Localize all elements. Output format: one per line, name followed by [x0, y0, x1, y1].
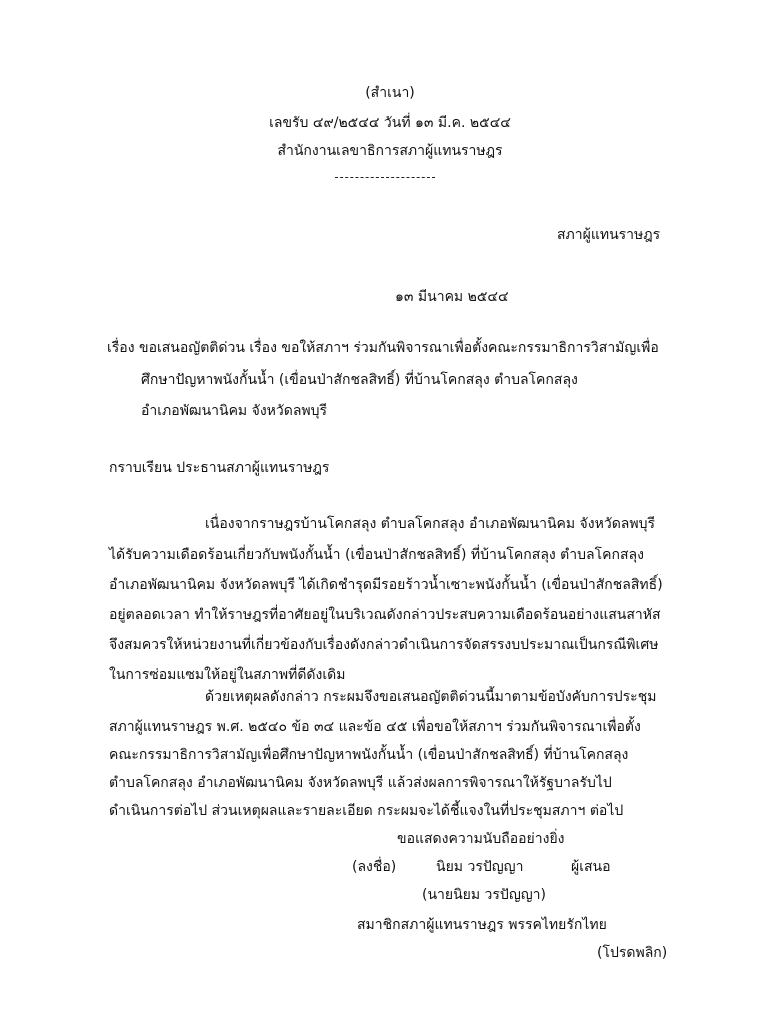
addressee-org: สภาผู้แทนราษฎร	[557, 227, 661, 243]
paragraph2-line: สภาผู้แทนราษฎร พ.ศ. ๒๕๔๐ ข้อ ๓๔ และข้อ ๔๕ เพื่อขอให้สภาฯ ร่วมกันพิจารณาเพื่อตั้ง	[109, 719, 641, 735]
subject-line-1: เรื่อง ขอเสนอญัตติด่วน เรื่อง ขอให้สภาฯ ร่วมกันพิจารณาเพื่อตั้งคณะกรรมาธิการวิสามัญเพื่อ	[107, 340, 659, 356]
header-divider	[335, 177, 435, 178]
paragraph2-line: ด้วยเหตุผลดังกล่าว กระผมจึงขอเสนอญัตติด่วนนี้มาตามข้อบังคับการประชุม	[205, 689, 657, 705]
signer-name: นิยม วรปัญญา	[436, 859, 524, 875]
receipt-line: เลขรับ ๔๙/๒๕๔๔ วันที่ ๑๓ มี.ค. ๒๕๔๔	[269, 115, 511, 131]
paragraph2-line: คณะกรรมาธิการวิสามัญเพื่อศึกษาปัญหาพนังกั้นน้ำ (เขื่อนป่าสักชลสิทธิ์) ที่บ้านโคกสลุง	[109, 747, 629, 763]
office-name: สำนักงานเลขาธิการสภาผู้แทนราษฎร	[277, 143, 503, 159]
subject-line-3: อำเภอพัฒนานิคม จังหวัดลพบุรี	[141, 403, 328, 419]
paragraph1-line: เนื่องจากราษฎรบ้านโคกสลุง ตำบลโคกสลุง อำเภอพัฒนานิคม จังหวัดลพบุรี	[205, 516, 655, 532]
paragraph1-line: อำเภอพัฒนานิคม จังหวัดลพบุรี ได้เกิดชำรุดมีรอยร้าวน้ำเซาะพนังกั้นน้ำ (เขื่อนป่าสักชลสิทธิ์)	[109, 577, 663, 593]
paragraph1-line: ในการซ่อมแซมให้อยู่ในสภาพที่ดีดังเดิม	[109, 667, 346, 683]
signer-position: สมาชิกสภาผู้แทนราษฎร พรรคไทยรักไทย	[357, 917, 607, 933]
paragraph2-line: ตำบลโคกสลุง อำเภอพัฒนานิคม จังหวัดลพบุรี แล้วส่งผลการพิจารณาให้รัฐบาลรับไป	[109, 775, 612, 791]
letter-date: ๑๓ มีนาคม ๒๕๔๔	[395, 289, 509, 305]
sign-label: (ลงชื่อ)	[352, 859, 397, 875]
signer-role: ผู้เสนอ	[571, 859, 611, 875]
signer-full-name: (นายนิยม วรปัญญา)	[422, 887, 546, 903]
paragraph2-line: ดำเนินการต่อไป ส่วนเหตุผลและรายละเอียด กระผมจะได้ชี้แจงในที่ประชุมสภาฯ ต่อไป	[109, 803, 624, 819]
please-turn-note: (โปรดพลิก)	[597, 945, 668, 961]
subject-line-2: ศึกษาปัญหาพนังกั้นน้ำ (เขื่อนป่าสักชลสิทธิ์) ที่บ้านโคกสลุง ตำบลโคกสลุง	[141, 372, 578, 388]
paragraph1-line: จึงสมควรให้หน่วยงานที่เกี่ยวข้องกับเรื่องดังกล่าวดำเนินการจัดสรรงบประมาณเป็นกรณีพิเศษ	[109, 637, 659, 653]
paragraph1-line: ได้รับความเดือดร้อนเกี่ยวกับพนังกั้นน้ำ (เขื่อนป่าสักชลสิทธิ์) ที่บ้านโคกสลุง ตำบลโคกสลุง	[109, 547, 644, 563]
copy-label: (สำเนา)	[365, 85, 415, 101]
salutation: กราบเรียน ประธานสภาผู้แทนราษฎร	[109, 460, 330, 476]
closing: ขอแสดงความนับถืออย่างยิ่ง	[397, 831, 565, 847]
paragraph1-line: อยู่ตลอดเวลา ทำให้ราษฎรที่อาศัยอยู่ในบริเวณดังกล่าวประสบความเดือดร้อนอย่างแสนสาหัส	[109, 607, 661, 623]
